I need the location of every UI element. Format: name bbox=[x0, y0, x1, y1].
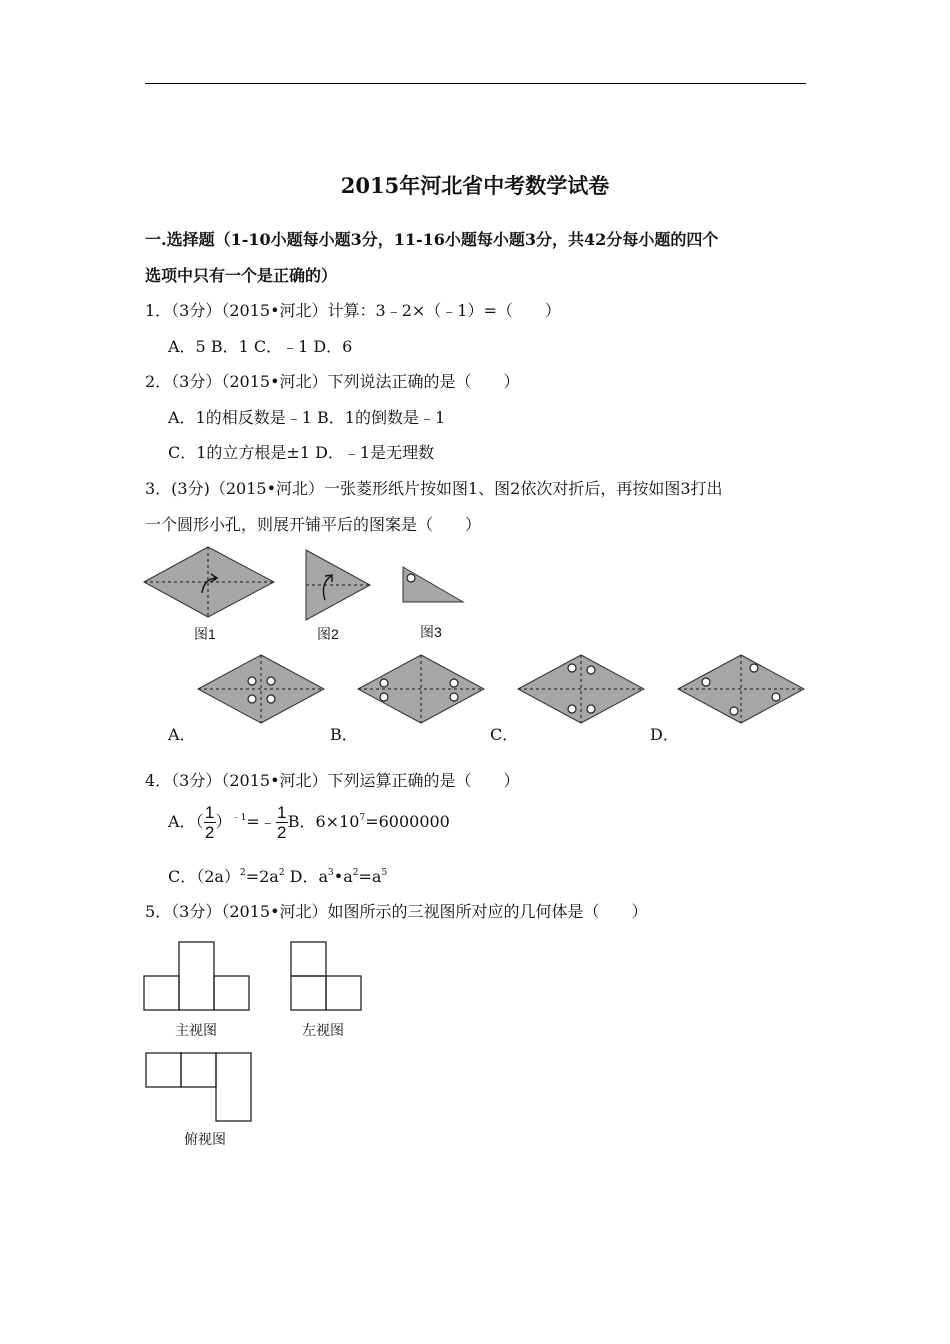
q3-choice-d-figure bbox=[676, 653, 808, 725]
q4-opt-a-equals: =﹣ bbox=[246, 812, 276, 831]
fraction-numerator: 1 bbox=[277, 803, 287, 822]
q5-front-view-label: 主视图 bbox=[175, 1022, 217, 1038]
q2-options-line1: A．1的相反数是﹣1 B．1的倒数是﹣1 bbox=[168, 408, 446, 427]
q4-opt-a-prefix: A．（ bbox=[168, 812, 204, 831]
section-heading-line2: 选项中只有一个是正确的） bbox=[145, 266, 338, 285]
q3-choice-a-label: A． bbox=[168, 725, 196, 744]
q5-left-view-label: 左视图 bbox=[302, 1022, 344, 1038]
q4-opt-c-rest: =2a bbox=[245, 867, 279, 886]
q3-choice-b-label: B． bbox=[330, 725, 358, 744]
q4-opt-a-close: ） bbox=[215, 812, 232, 831]
q5-left-view bbox=[290, 942, 366, 1014]
q3-stem-line1: 3．(3分)（2015•河北）一张菱形纸片按如图1、图2依次对折后，再按如图3打出 bbox=[145, 479, 723, 498]
q4-opt-d-exponent2: 2 bbox=[352, 868, 359, 878]
q4-opt-a-exponent: ﹣1 bbox=[231, 813, 247, 823]
q4-opt-a-fraction-rhs bbox=[276, 804, 288, 841]
q4-opt-b: B．6×10 bbox=[287, 812, 360, 831]
fraction-numerator: 1 bbox=[204, 803, 215, 822]
q4-options-ab bbox=[168, 804, 450, 841]
q3-choice-a-figure bbox=[196, 653, 328, 725]
q4-opt-b-rest: =6000000 bbox=[365, 812, 450, 831]
q3-figure2-triangle bbox=[303, 548, 375, 624]
q1-stem: 1．（3分）（2015•河北）计算：3﹣2×（﹣1）=（ ） bbox=[145, 301, 561, 320]
header-rule bbox=[145, 83, 806, 84]
q3-choice-c-figure bbox=[516, 653, 648, 725]
q4-opt-c: C．（2a） bbox=[168, 867, 240, 886]
q5-top-view bbox=[145, 1052, 255, 1124]
fraction-denominator: 2 bbox=[204, 823, 215, 842]
q5-top-view-label: 俯视图 bbox=[184, 1131, 226, 1147]
q3-stem-line2: 一个圆形小孔，则展开铺平后的图案是（ ） bbox=[145, 515, 482, 534]
q3-figure3-label: 图3 bbox=[420, 624, 442, 640]
q4-opt-c-exponent: 2 bbox=[239, 868, 246, 878]
q4-opt-b-exponent: 7 bbox=[359, 813, 366, 823]
fraction-denominator: 2 bbox=[277, 823, 287, 842]
q2-stem: 2．（3分）（2015•河北）下列说法正确的是（ ） bbox=[145, 372, 520, 391]
q3-figure1-label: 图1 bbox=[194, 626, 216, 642]
q3-choice-c-label: C． bbox=[490, 725, 519, 744]
q2-options-line2: C．1的立方根是±1 D．﹣1是无理数 bbox=[168, 443, 435, 462]
q4-options-cd bbox=[168, 864, 387, 887]
q1-options: A．5 B．1 C．﹣1 D．6 bbox=[168, 337, 353, 356]
q4-opt-a-fraction bbox=[204, 804, 216, 841]
section-heading-line1: 一.选择题（1-10小题每小题3分，11-16小题每小题3分，共42分每小题的四个 bbox=[145, 230, 719, 249]
q4-opt-d-exponent1: 3 bbox=[328, 868, 334, 878]
q4-opt-c-exponent2: 2 bbox=[278, 868, 285, 878]
q4-opt-d: D．a bbox=[284, 867, 329, 886]
q3-choice-b-figure bbox=[356, 653, 488, 725]
q5-front-view bbox=[143, 942, 253, 1014]
q3-figure3-triangle bbox=[400, 565, 468, 605]
q4-opt-d-exponent3: 5 bbox=[381, 868, 388, 878]
q5-stem: 5．（3分）（2015•河北）如图所示的三视图所对应的几何体是（ ） bbox=[145, 902, 648, 921]
q3-figure2-label: 图2 bbox=[317, 626, 339, 642]
page-title: 2015年河北省中考数学试卷 bbox=[340, 173, 610, 198]
q4-stem: 4．（3分）（2015•河北）下列运算正确的是（ ） bbox=[145, 771, 520, 790]
q4-opt-d-equals: =a bbox=[358, 867, 382, 886]
q3-choice-d-label: D． bbox=[650, 725, 679, 744]
q3-figure1-rhombus bbox=[140, 545, 280, 620]
q4-opt-d-mid: •a bbox=[333, 867, 353, 886]
